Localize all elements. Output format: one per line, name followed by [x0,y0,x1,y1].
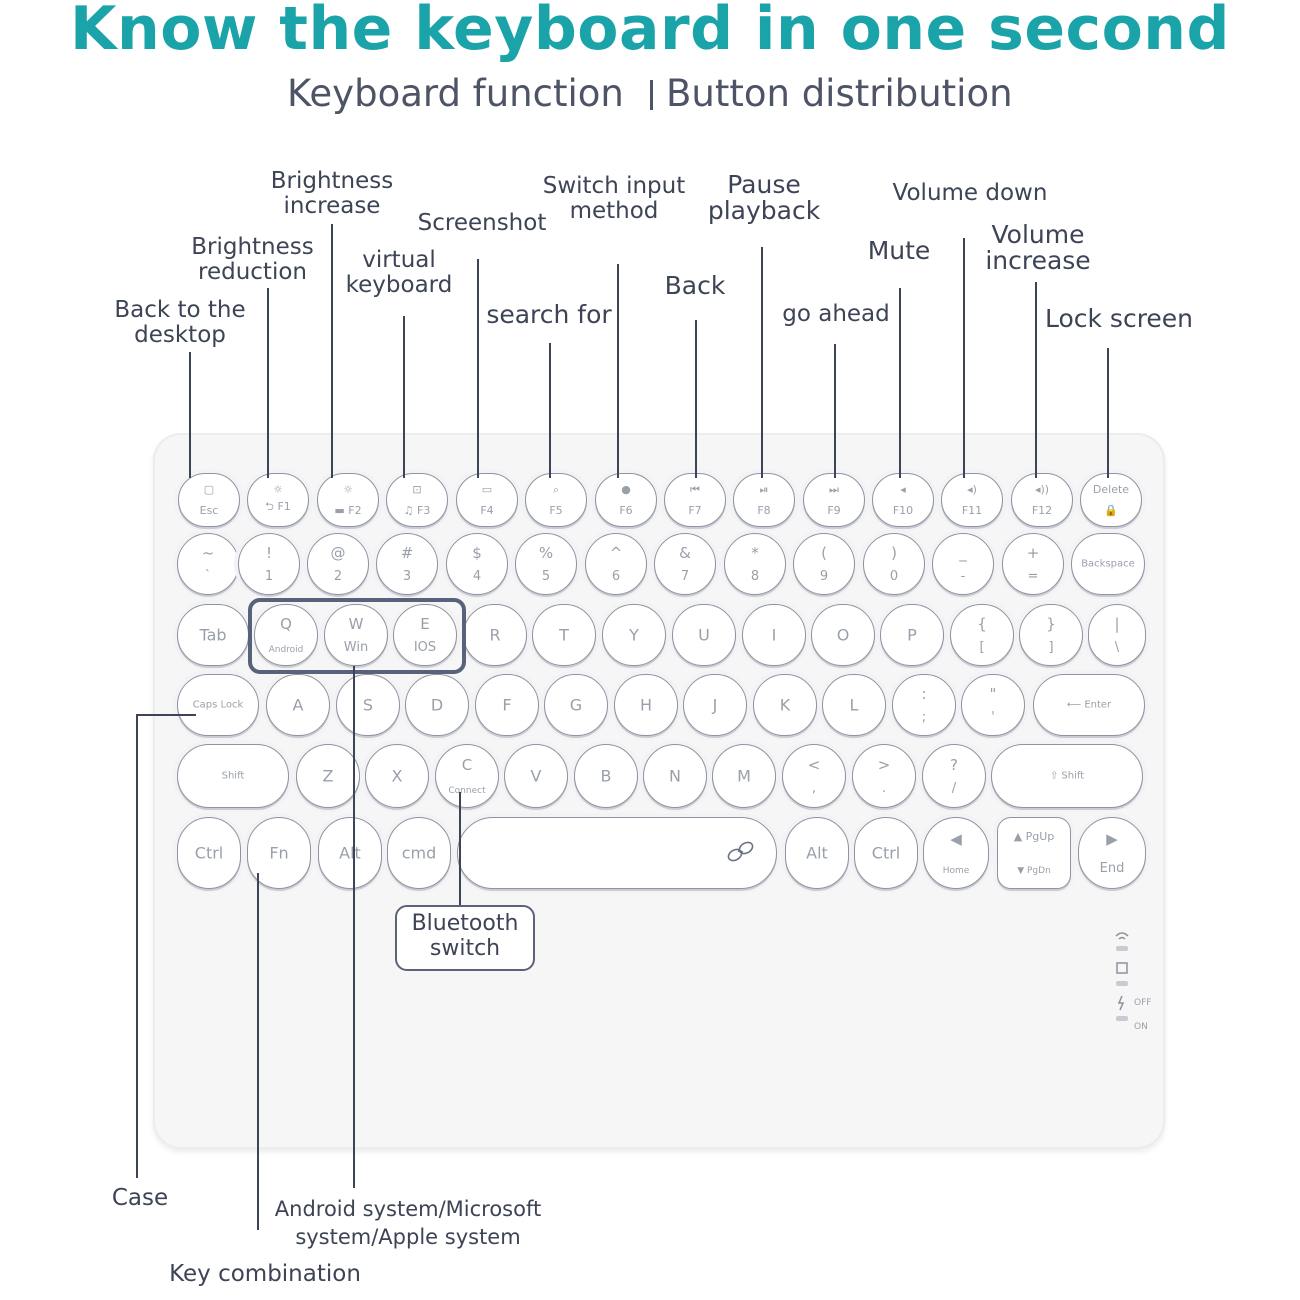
key-top-label: % [538,544,554,563]
key-label: L [849,695,859,715]
key-bottom-label: 4 [472,568,482,584]
key-top-label: # [400,544,414,563]
key-label: R [489,625,501,645]
key-bottom-label: 6 [611,568,621,584]
label-go-ahead: go ahead [782,301,890,327]
key-label: Alt [339,843,361,863]
key-label: Tab [199,625,227,645]
key-label: N [669,766,681,786]
key-top-label: Q [280,615,292,634]
key-top-label: ! [265,544,272,563]
key-bottom-label: 5 [541,568,551,584]
key-bottom-label: Connect [448,786,486,797]
key-label: D [430,695,444,715]
label-virtual-keyboard: virtual keyboard [345,247,453,298]
key-bottom-label: F8 [757,504,771,518]
key-label: cmd [401,843,437,863]
label-brightness-increase: Brightness increase [270,168,394,219]
key-bottom-label: , [811,781,817,797]
key-top-label: ) [891,544,897,563]
key-bottom-label: F4 [480,504,494,518]
key-bottom-label: F7 [688,504,702,518]
key-bottom-label: = [1027,568,1039,584]
on-label: ON [1134,1022,1148,1032]
key-top-label: ⏮ [690,482,700,496]
key-top-label: ☼ [273,482,283,496]
key-label: Ctrl [194,843,224,863]
key-top-label: ◂)) [1034,482,1050,496]
key-top-label: $ [472,544,482,563]
label-mute: Mute [867,236,931,265]
subtitle-button-distribution: Button distribution [666,72,1013,115]
key-top-label: < [807,755,821,774]
key-label: P [907,625,917,645]
key-top-label: { [977,615,987,634]
key-bottom-label: 9 [819,568,829,584]
label-switch-input-method: Switch input method [542,173,686,224]
key-top-label: _ [959,544,967,563]
key-top-label: W [348,615,364,634]
key-bottom-label: 8 [750,568,760,584]
label-search-for: search for [486,300,612,329]
label-pause-playback: Pause playback [707,170,821,225]
key-bottom-label: 2 [333,568,343,584]
label-lock-screen: Lock screen [1044,304,1194,333]
key-bottom-label: ▼ PgDn [1017,866,1051,877]
key-bottom-label: ⮌ F1 [265,500,291,514]
label-key-combination: Key combination [169,1261,361,1287]
key-label: T [559,625,569,645]
key-bottom-label: 1 [264,568,274,584]
label-screenshot: Screenshot [417,210,547,236]
key-bottom-label: 3 [402,568,412,584]
key-bottom-label: Home [942,866,970,877]
key-bottom-label: ♫ F3 [403,504,431,518]
key-label: Z [322,766,334,786]
page-title: Know the keyboard in one second [70,0,1230,64]
label-bluetooth-switch: Bluetooth switch [395,905,535,971]
key-label: F [502,695,512,715]
key-label: I [771,625,777,645]
key-top-label: > [877,755,891,774]
key-top-label: ~ [201,544,215,563]
key-label: Ctrl [871,843,901,863]
key-top-label: " [989,685,997,704]
key-label: H [639,695,653,715]
key-top-label: ( [821,544,827,563]
key-label: U [698,625,710,645]
subtitle-keyboard-function: Keyboard function [287,72,624,115]
key-top-label: @ [330,544,346,563]
key-bottom-label: 7 [680,568,690,584]
key-top-label: E [420,615,430,634]
key-label: Y [629,625,639,645]
key-top-label: + [1026,544,1040,563]
key-top-label: ▢ [203,482,215,496]
key-bottom-label: ▬ F2 [334,504,362,518]
key-top-label: ^ [609,544,623,563]
key-label: ⇧ Shift [1049,770,1085,782]
key-top-label: Delete [1092,482,1130,496]
key-bottom-label: 0 [889,568,899,584]
key-bottom-label: ` [204,568,212,584]
key-top-label: : [921,685,927,704]
label-back-to-desktop: Back to the desktop [114,297,246,348]
key-bottom-label: IOS [413,639,437,655]
key-bottom-label: F10 [892,504,914,518]
key-bottom-label: Win [343,639,369,655]
key-top-label: ▭ [481,482,493,496]
key-label: S [362,695,374,715]
key-bottom-label: / [951,781,957,797]
key-bottom-label: End [1099,861,1125,877]
key-top-label: ⏭ [829,482,839,496]
key-label: Shift [221,770,245,782]
key-label: B [600,766,612,786]
key-label: K [779,695,791,715]
key-top-label: ◂ [900,482,906,496]
key-top-label: & [679,544,691,563]
key-label: A [292,695,304,715]
key-bottom-label: ; [921,709,927,725]
key-label: Caps Lock [192,699,244,711]
key-label: G [569,695,583,715]
key-top-label: * [751,544,759,563]
label-case: Case [111,1185,169,1211]
key-top-label: ⊡ [412,482,422,496]
key-bottom-label: - [960,568,966,584]
key-bottom-label: Esc [199,504,219,518]
key-bottom-label: 🔒 [1104,504,1118,518]
off-label: OFF [1134,998,1152,1008]
key-top-label: ◂) [967,482,977,496]
key-bottom-label: F5 [549,504,563,518]
key-bottom-label: F6 [619,504,633,518]
key-top-label: ▲ PgUp [1013,829,1055,843]
label-back: Back [664,271,726,300]
key-top-label: ? [950,755,958,774]
key-label: M [737,766,751,786]
key-label: Backspace [1081,558,1135,570]
key-bottom-label: F12 [1031,504,1053,518]
key-top-label: ⌕ [552,482,560,496]
key-bottom-label: [ [979,639,985,655]
label-volume-increase: Volume increase [985,220,1091,275]
key-bottom-label: F9 [827,504,841,518]
label-volume-down: Volume down [892,180,1048,206]
key-top-label: ◀ [950,829,962,848]
key-label: V [530,766,542,786]
key-bottom-label: ' [991,709,995,725]
key-bottom-label: F11 [961,504,983,518]
key-top-label: | [1114,615,1120,634]
key-top-label: } [1046,615,1056,634]
label-os-systems: Android system/Microsoft system/Apple system [274,1197,542,1249]
key-bottom-label: . [881,781,887,797]
key-bottom-label: \ [1114,639,1120,655]
key-label: Alt [806,843,828,863]
key-top-label: ☼ [343,482,353,496]
key-label: O [836,625,850,645]
key-label: J [712,695,718,715]
key-label: Fn [269,843,289,863]
key-label: X [391,766,403,786]
key-bottom-label: ] [1048,639,1054,655]
key-top-label: C [461,755,473,774]
key-top-label: ⏯ [759,482,769,496]
key-label: ⟵ Enter [1066,699,1112,711]
key-top-label: ● [621,482,631,496]
key-top-label: ▶ [1106,829,1118,848]
label-brightness-reduction: Brightness reduction [191,234,314,285]
key-bottom-label: Android [268,644,304,655]
